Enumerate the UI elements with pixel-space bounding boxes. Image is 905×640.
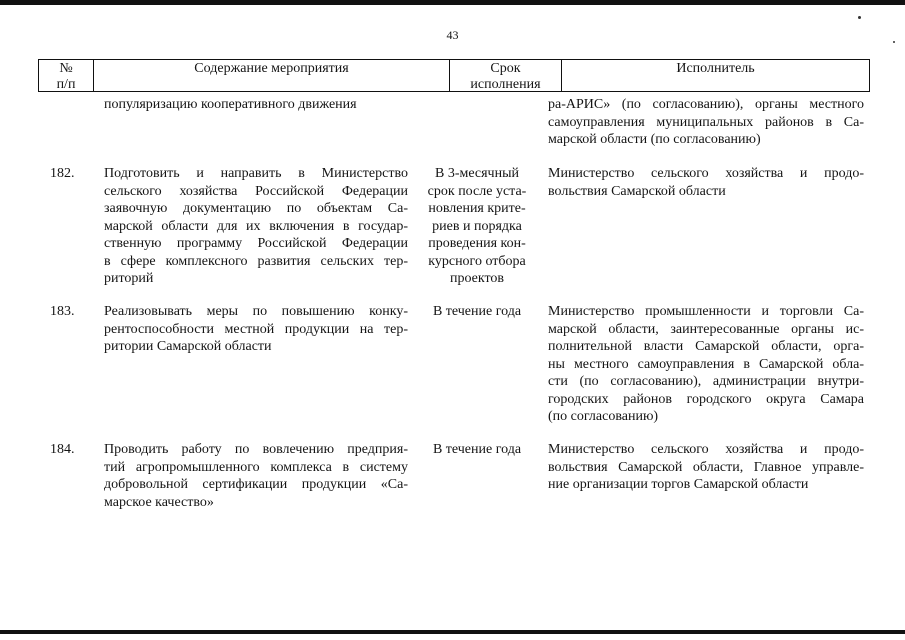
text-line: проектов <box>449 271 505 286</box>
text-line: ра-АРИС» (по согласованию), органы местного <box>548 97 864 112</box>
header-text: исполнения <box>470 77 541 92</box>
text-line: В течение года <box>432 304 522 319</box>
row-executor <box>548 441 864 494</box>
row-content <box>104 303 408 356</box>
text-line: ственную программу Российской Федерации <box>104 236 408 251</box>
text-line: вольствия Самарской области <box>548 183 726 199</box>
text-line: новления крите- <box>428 201 526 216</box>
row-content <box>104 165 408 288</box>
table-header <box>38 59 870 92</box>
text-line: ны местного самоуправления в Самарской обла- <box>548 356 864 372</box>
text-line: марское качество» <box>104 494 214 510</box>
text-line: Реализовывать меры по повышению конку- <box>104 304 408 319</box>
text-line: в сфере комплексного развития сельских тер- <box>104 253 408 269</box>
text-line: полнительной власти Самарской области, орга- <box>548 339 864 354</box>
page-number: 43 <box>446 28 459 42</box>
text-line: Подготовить и направить в Министерство <box>104 166 408 181</box>
text-line: марской области (по согласованию) <box>548 132 761 147</box>
top-scan-border <box>0 0 905 5</box>
row-executor <box>548 303 864 426</box>
header-text: Срок <box>490 61 521 76</box>
text-line: марской области, заинтересованные органы ис- <box>548 321 864 337</box>
row-deadline <box>418 165 536 288</box>
text-line: ритории Самарской области <box>104 339 272 354</box>
text-line: рентоспособности местной продукции на тер- <box>104 321 408 337</box>
text-line: В течение года <box>432 442 522 457</box>
text-line: (по согласованию) <box>548 409 659 424</box>
text-line: Министерство сельского хозяйства и продо- <box>548 442 864 457</box>
text-line: Проводить работу по вовлечению предприя- <box>104 442 408 457</box>
row-executor <box>548 165 864 200</box>
bottom-scan-border <box>0 630 905 634</box>
text-line: сельского хозяйства Российской Федерации <box>104 183 408 199</box>
header-executor-column <box>562 60 869 91</box>
row-deadline <box>418 441 536 459</box>
text-line: сти (по согласованию), администрации внутри- <box>548 374 864 389</box>
text-line: В 3-месячный <box>434 166 519 181</box>
row-number: 184. <box>50 442 75 457</box>
text-line: ние организации торгов Самарской области <box>548 477 809 492</box>
text-line: популяризацию кооперативного движения <box>104 97 357 112</box>
header-text: Содержание мероприятия <box>194 61 349 76</box>
header-number-column <box>39 60 94 91</box>
continuation-content <box>104 96 408 114</box>
text-line: вольствия Самарской области, Главное управле- <box>548 459 864 475</box>
text-line: проведения кон- <box>428 236 526 251</box>
text-line: риторий <box>104 271 154 286</box>
row-number: 183. <box>50 304 75 319</box>
text-line: самоуправления муниципальных районов в Са- <box>548 114 864 130</box>
text-line: городских районов городского округа Самара <box>548 391 864 407</box>
row-number: 182. <box>50 166 75 181</box>
text-line: Министерство сельского хозяйства и продо- <box>548 166 864 181</box>
scan-speck <box>858 16 861 19</box>
header-content-column <box>94 60 450 91</box>
header-text: № <box>59 61 73 76</box>
text-line: риев и порядка <box>432 218 522 234</box>
header-deadline-column <box>450 60 562 91</box>
row-content <box>104 441 408 511</box>
text-line: тий агропромышленного комплекса в систему <box>104 459 408 475</box>
text-line: срок после уста- <box>427 183 527 199</box>
row-deadline <box>418 303 536 321</box>
text-line: добровольной сертификации продукции «Са- <box>104 477 408 492</box>
text-line: Министерство промышленности и торговли Са- <box>548 304 864 319</box>
header-text: п/п <box>56 77 76 92</box>
text-line: курсного отбора <box>428 253 526 269</box>
header-text: Исполнитель <box>676 61 755 76</box>
text-line: заявочную документацию по объектам Са- <box>104 201 408 216</box>
continuation-executor <box>548 96 864 149</box>
text-line: марской области для их включения в государ- <box>104 218 408 234</box>
